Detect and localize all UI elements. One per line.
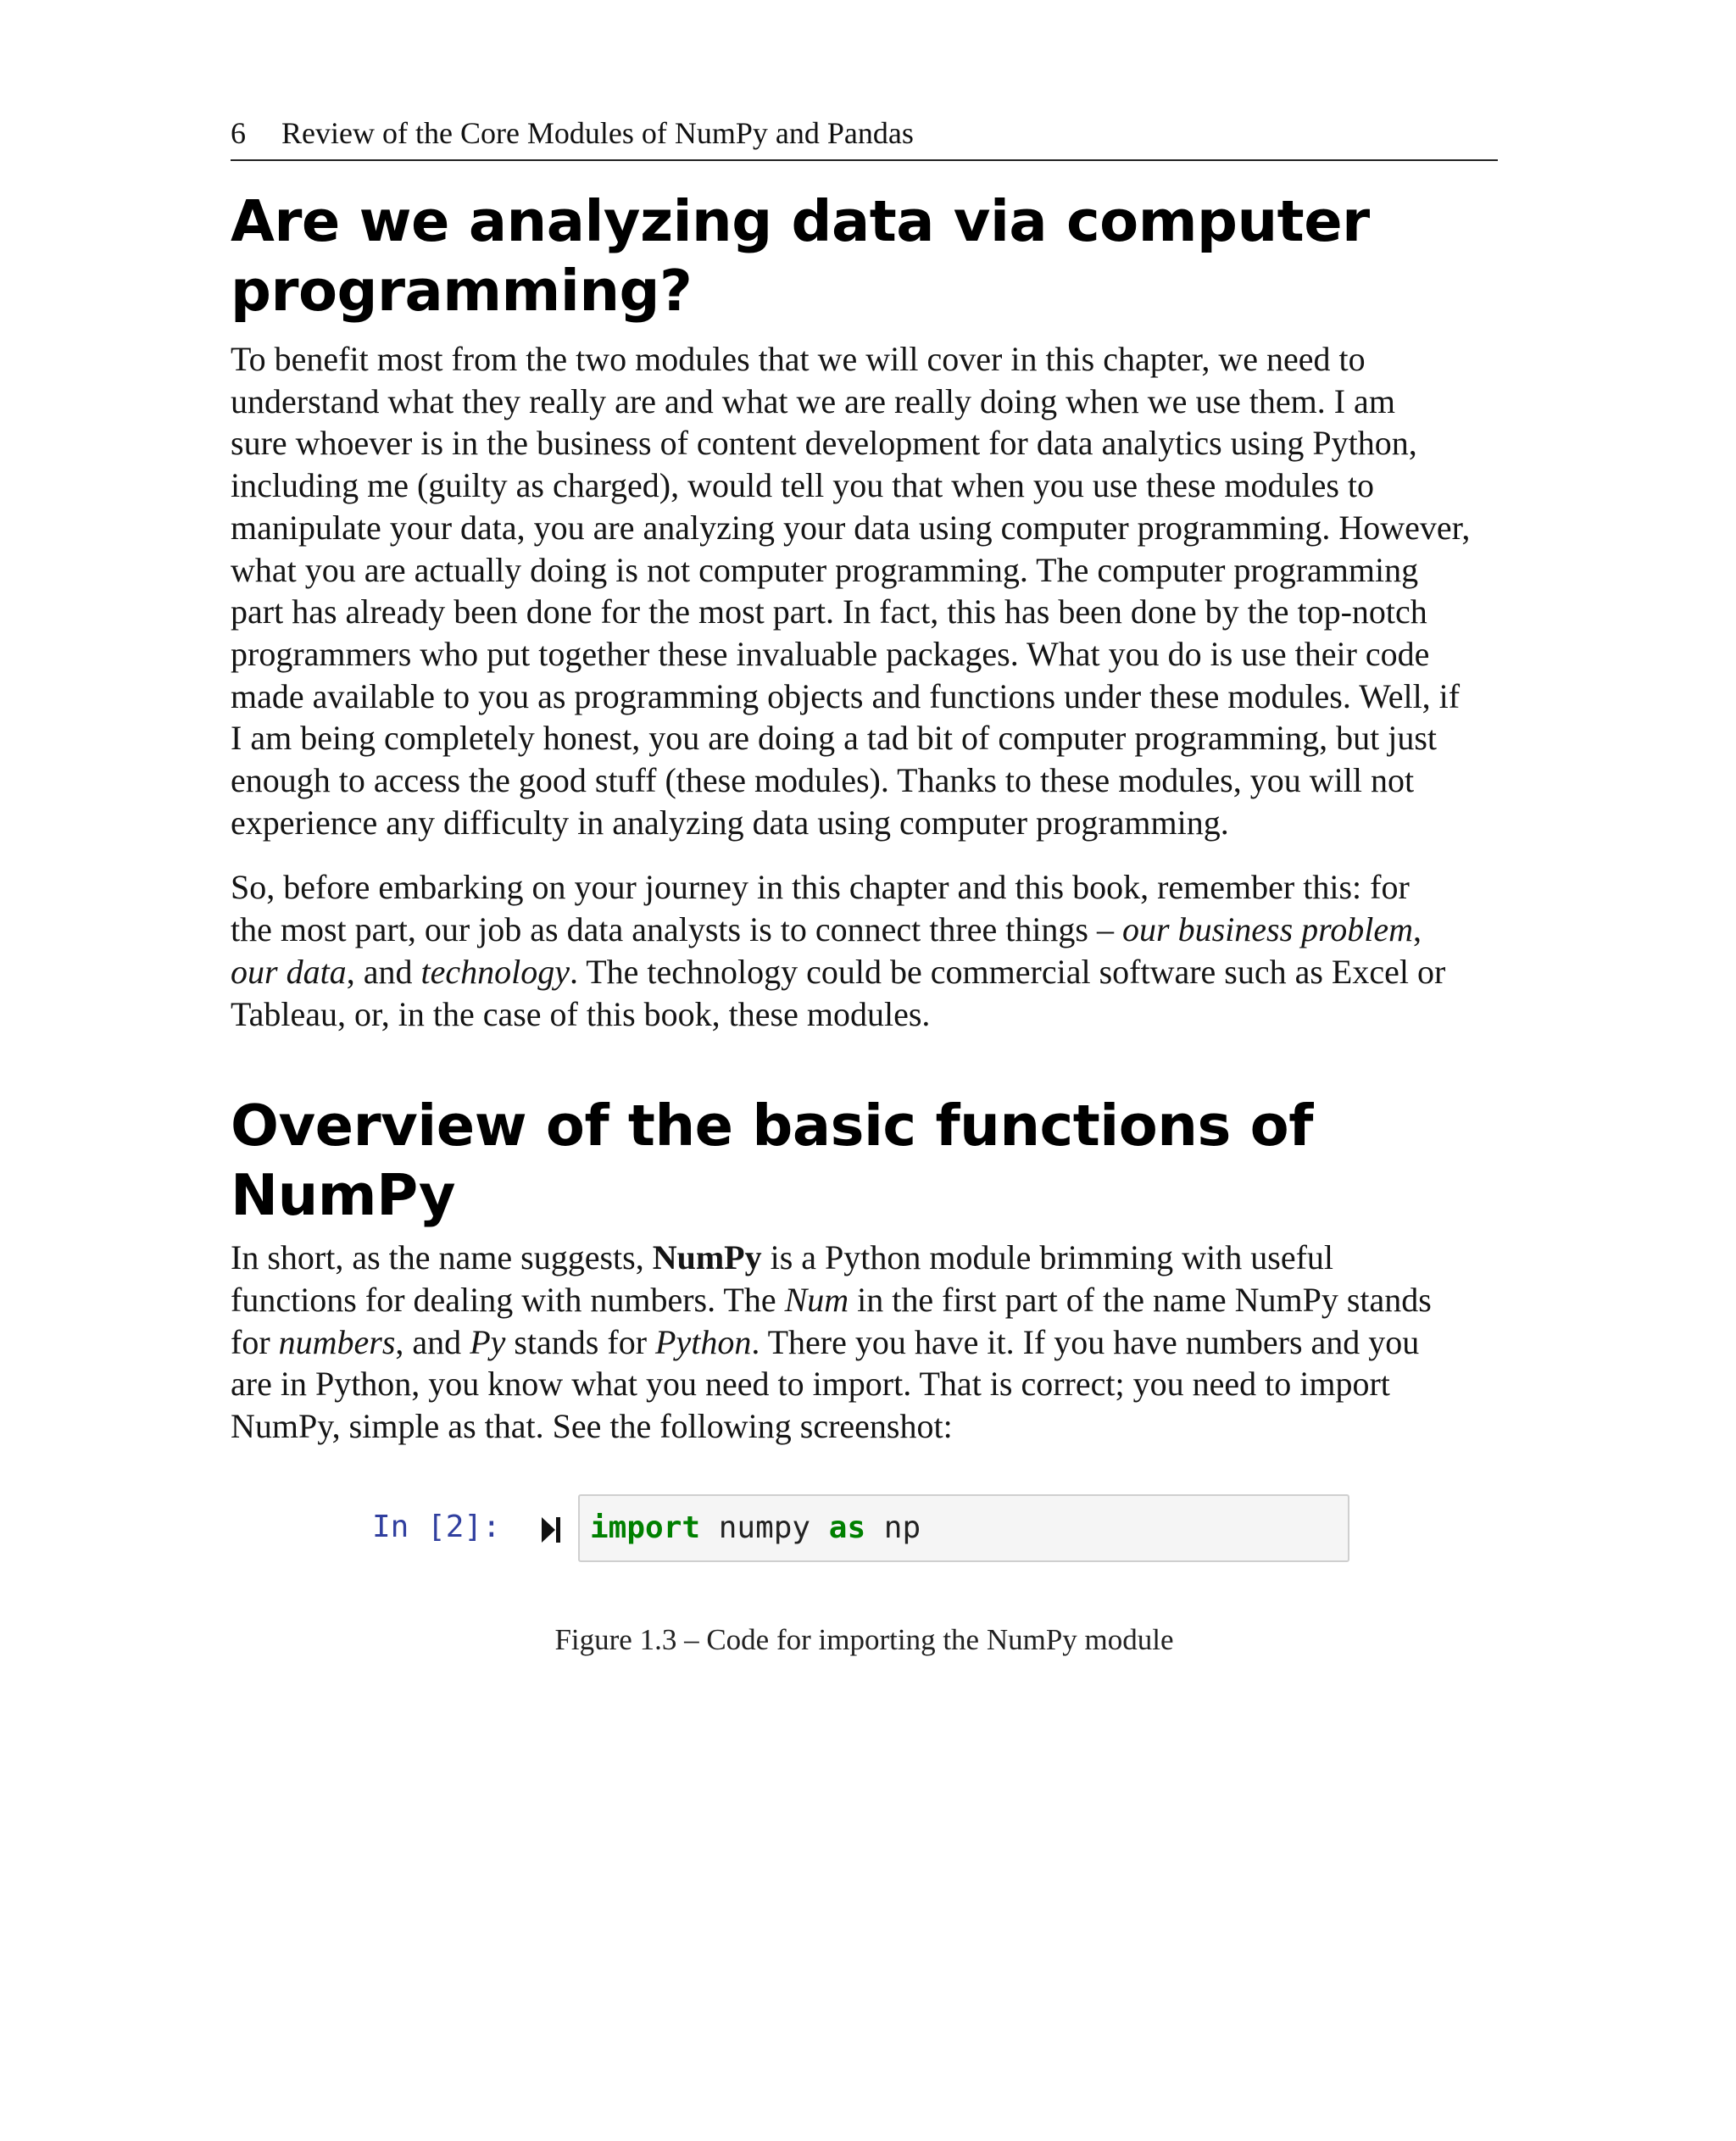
text-line: experience any difficulty in analyzing data using computer programming. bbox=[231, 803, 1229, 842]
run-cell-icon[interactable] bbox=[540, 1514, 562, 1546]
text-line: NumPy, simple as that. See the following screenshot: bbox=[231, 1407, 953, 1446]
running-title: Review of the Core Modules of NumPy and Pandas bbox=[281, 116, 914, 150]
code-cell[interactable] bbox=[578, 1494, 1349, 1562]
text-line: what you are actually doing is not computer programming. The computer programming bbox=[231, 550, 1419, 589]
paragraph-modules-intro bbox=[231, 338, 1498, 843]
text-line: programmers who put together these invaluable packages. What you do is use their code bbox=[231, 634, 1430, 673]
text-run: functions for dealing with numbers. The bbox=[231, 1280, 785, 1319]
text-line bbox=[231, 953, 1445, 991]
text-run: stands for bbox=[505, 1322, 656, 1361]
code-text: numpy bbox=[700, 1510, 829, 1545]
text-run: , and bbox=[395, 1322, 470, 1361]
heading-line: Are we analyzing data via computer bbox=[231, 188, 1370, 254]
paragraph-analyst-job bbox=[231, 866, 1498, 1035]
code-keyword: import bbox=[590, 1510, 701, 1545]
emphasis-text: technology bbox=[420, 952, 570, 991]
text-line bbox=[231, 1238, 1333, 1276]
text-line: made available to you as programming objects and functions under these modules. Well, if bbox=[231, 676, 1461, 715]
emphasis-text: our data bbox=[231, 952, 347, 991]
text-run: , bbox=[1412, 910, 1422, 949]
text-line: part has already been done for the most part. In fact, this has been done by the top-notch bbox=[231, 592, 1427, 631]
text-line: understand what they really are and what we are really doing when we use them. I am bbox=[231, 381, 1395, 420]
paragraph-numpy-intro bbox=[231, 1237, 1498, 1448]
text-line: including me (guilty as charged), would tell you that when you use these modules to bbox=[231, 466, 1375, 505]
bold-term: NumPy bbox=[652, 1238, 762, 1277]
text-run: for bbox=[231, 1322, 279, 1361]
text-line: sure whoever is in the business of content development for data analytics using Python, bbox=[231, 424, 1417, 463]
emphasis-text: Python bbox=[655, 1322, 752, 1361]
emphasis-text: Num bbox=[784, 1280, 849, 1319]
text-line: I am being completely honest, you are doing a tad bit of computer programming, but just bbox=[231, 719, 1438, 758]
code-keyword: as bbox=[828, 1510, 866, 1545]
text-run: in the first part of the name NumPy stands bbox=[849, 1280, 1432, 1319]
cell-prompt: In [2]: bbox=[372, 1509, 501, 1544]
text-line bbox=[231, 910, 1422, 948]
page-content bbox=[231, 114, 1498, 1659]
emphasis-text: our business problem bbox=[1122, 910, 1413, 949]
text-line bbox=[231, 1323, 1419, 1361]
text-line: manipulate your data, you are analyzing your data using computer programming. However, bbox=[231, 508, 1471, 547]
code-text: np bbox=[865, 1510, 921, 1545]
running-header bbox=[231, 114, 1498, 161]
text-line: Tableau, or, in the case of this book, these modules. bbox=[231, 994, 931, 1033]
text-line: So, before embarking on your journey in this chapter and this book, remember this: for bbox=[231, 868, 1410, 907]
page-number: 6 bbox=[231, 116, 246, 150]
section-heading-analyzing-data bbox=[231, 186, 1498, 325]
text-run: the most part, our job as data analysts is to connect three things – bbox=[231, 910, 1122, 949]
figure-numpy-import bbox=[231, 1494, 1498, 1621]
figure-caption: Figure 1.3 – Code for importing the NumPy module bbox=[554, 1622, 1174, 1656]
emphasis-text: Py bbox=[470, 1322, 506, 1361]
section-heading-numpy-overview: Overview of the basic functions of NumPy bbox=[231, 1093, 1313, 1229]
text-run: In short, as the name suggests, bbox=[231, 1238, 653, 1277]
text-run: . There you have it. If you have numbers and you bbox=[751, 1322, 1420, 1361]
heading-line: programming? bbox=[231, 258, 693, 324]
emphasis-text: numbers bbox=[278, 1322, 396, 1361]
text-run: , and bbox=[346, 952, 421, 991]
text-run: . The technology could be commercial software such as Excel or bbox=[569, 952, 1446, 991]
text-line: enough to access the good stuff (these modules). Thanks to these modules, you will not bbox=[231, 761, 1415, 800]
text-line: To benefit most from the two modules that we will cover in this chapter, we need to bbox=[231, 340, 1366, 378]
text-line bbox=[231, 1281, 1432, 1319]
text-run: is a Python module brimming with useful bbox=[761, 1238, 1334, 1277]
text-line: are in Python, you know what you need to import. That is correct; you need to import bbox=[231, 1365, 1390, 1404]
